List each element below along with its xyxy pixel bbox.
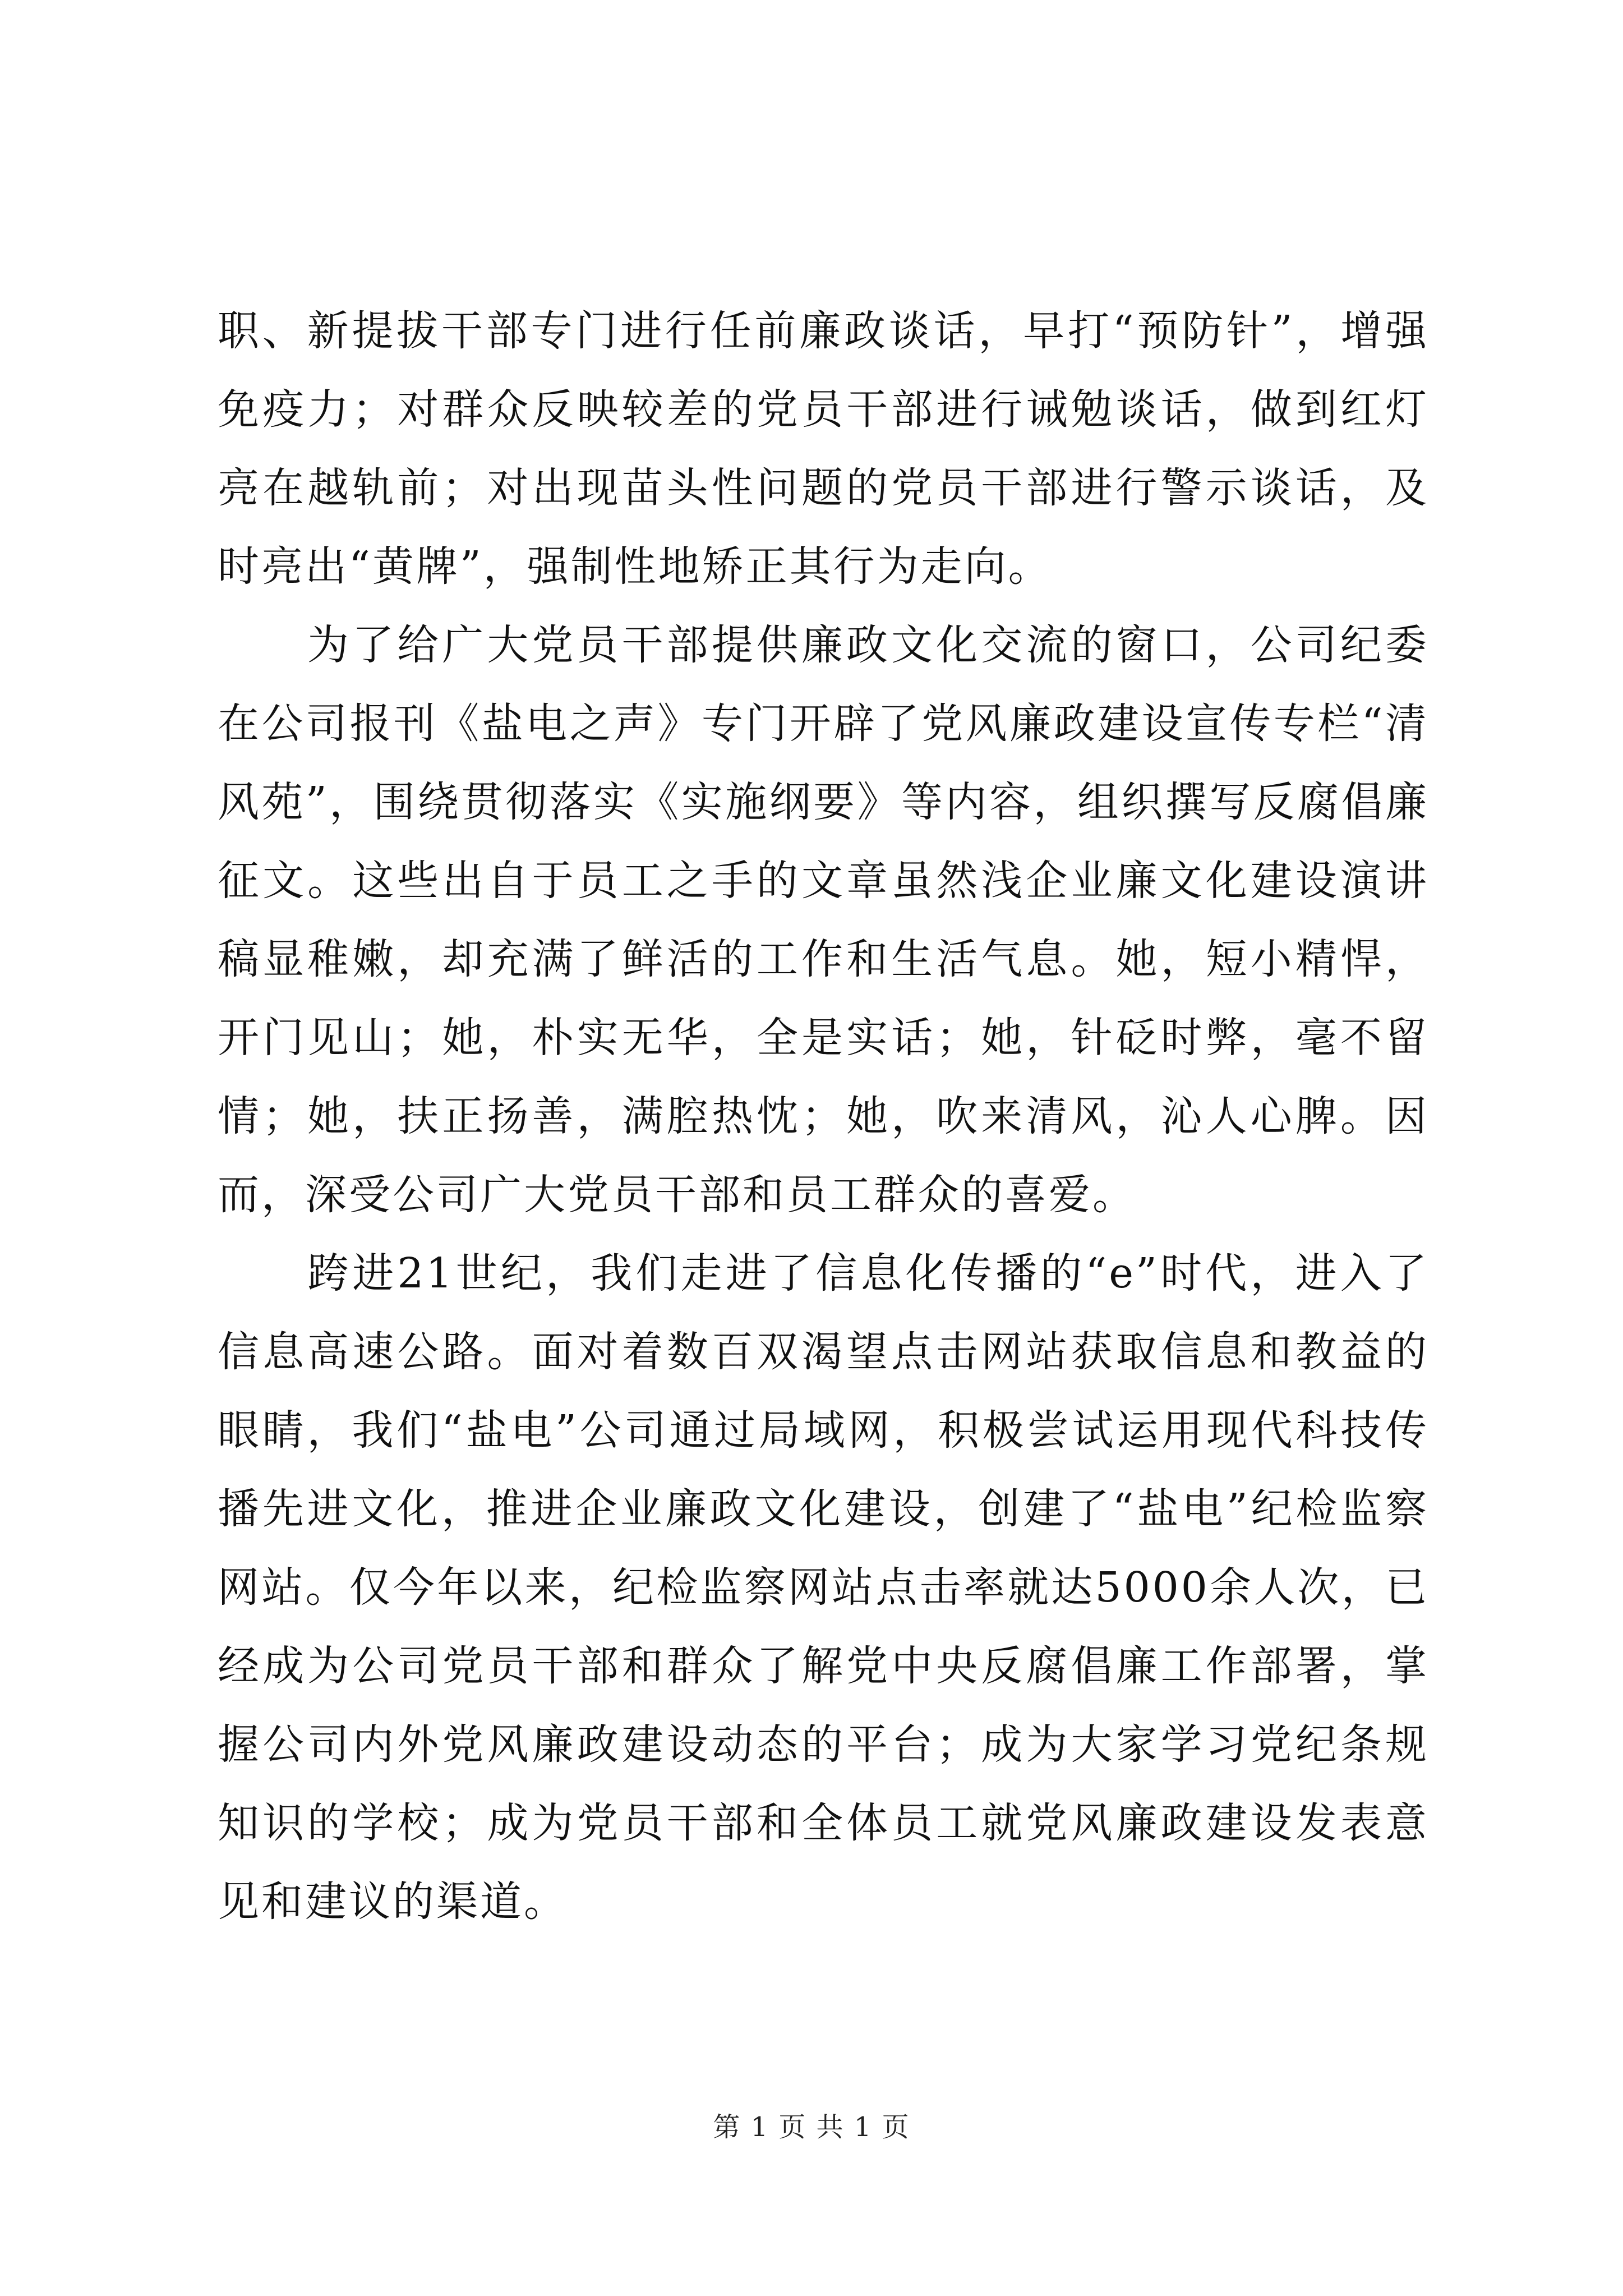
- document-body: [218, 292, 1429, 1941]
- paragraph-2: 为了给广大党员干部提供廉政文化交流的窗口，公司纪委在公司报刊《盐电之声》专门开辟了党风廉政建设宣传专栏“清风苑”，围绕贯彻落实《实施纲要》等内容，组织撰写反腐倡廉征文。这些出自于员工之手的文章虽然浅企业廉文化建设演讲稿显稚嫩，却充满了鲜活的工作和生活气息。她，短小精悍，开门见山；她，朴实无华，全是实话；她，针砭时弊，毫不留情；她，扶正扬善，满腔热忱；她，吹来清风，沁人心脾。因而，深受公司广大党员干部和员工群众的喜爱。: [218, 621, 1429, 1219]
- paragraph-1: 职、新提拔干部专门进行任前廉政谈话，早打“预防针”，增强免疫力；对群众反映较差的党员干部进行诫勉谈话，做到红灯亮在越轨前；对出现苗头性问题的党员干部进行警示谈话，及时亮出“黄牌”，强制性地矫正其行为走向。: [218, 307, 1429, 591]
- page-footer: 第 1 页 共 1 页: [713, 2111, 910, 2143]
- paragraph-3: 跨进21世纪，我们走进了信息化传播的“e”时代，进入了信息高速公路。面对着数百双渴望点击网站获取信息和教益的眼睛，我们“盐电”公司通过局域网，积极尝试运用现代科技传播先进文化，推进企业廉政文化建设，创建了“盐电”纪检监察网站。仅今年以来，纪检监察网站点击率就达5000余人次，已经成为公司党员干部和群众了解党中央反腐倡廉工作部署，掌握公司内外党风廉政建设动态的平台；成为大家学习党纪条规知识的学校；成为党员干部和全体员工就党风廉政建设发表意见和建议的渠道。: [218, 1249, 1429, 1926]
